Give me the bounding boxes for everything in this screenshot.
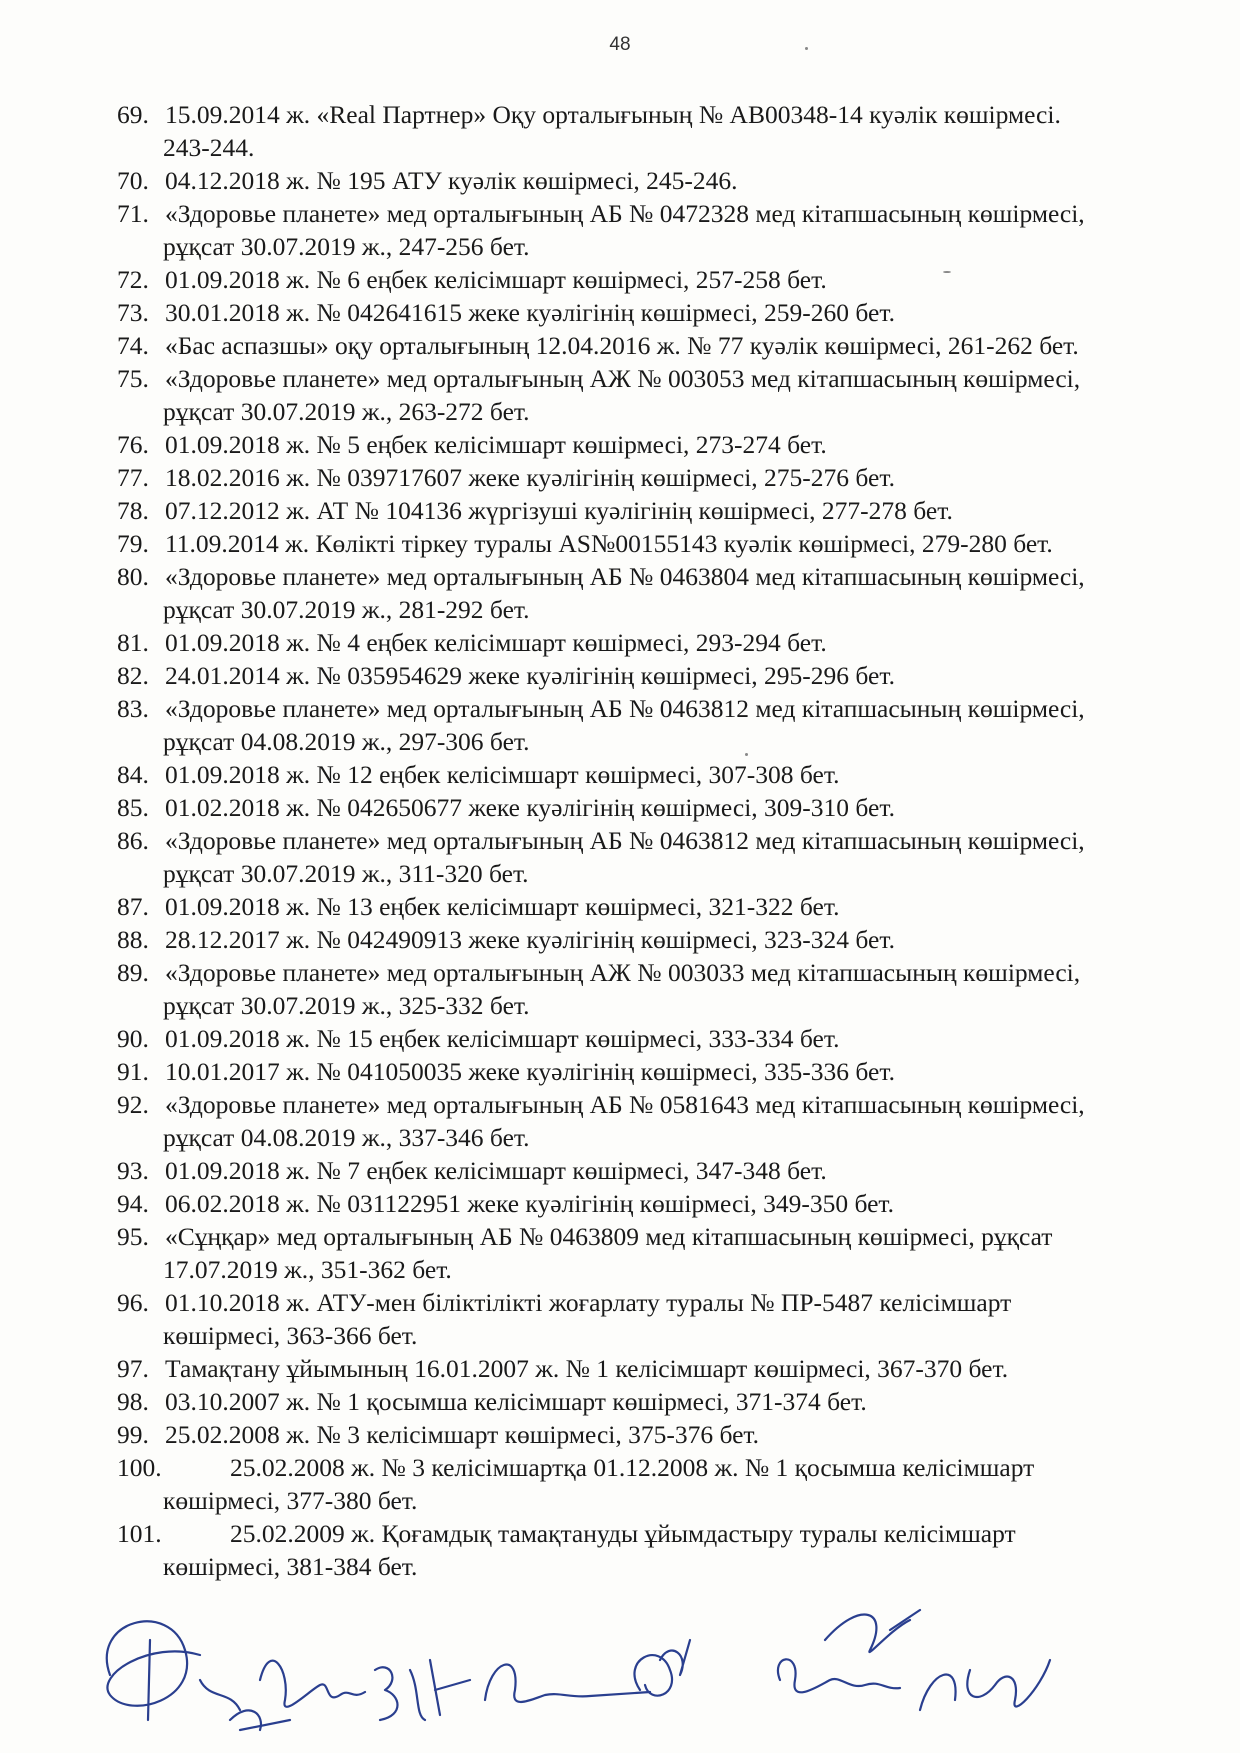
signature-6 bbox=[778, 1610, 920, 1692]
item-number: 73. bbox=[117, 298, 149, 327]
item-text: 30.01.2018 ж. № 042641615 жеке куәлігінің көшірмесі, 259-260 бет. bbox=[165, 298, 895, 327]
item-number: 72. bbox=[117, 265, 149, 294]
item-text: «Бас аспазшы» оқу орталығының 12.04.2016 ж. № 77 куәлік көшірмесі, 261-262 бет. bbox=[165, 331, 1079, 360]
item-text-continuation: көшірмесі, 363-366 бет. bbox=[163, 1321, 418, 1350]
scan-speck bbox=[745, 753, 748, 756]
list-item bbox=[0, 1022, 1240, 1055]
item-text-continuation: 17.07.2019 ж., 351-362 бет. bbox=[163, 1255, 452, 1284]
list-item bbox=[0, 758, 1240, 791]
item-text: Тамақтану ұйымының 16.01.2007 ж. № 1 келісімшарт көшірмесі, 367-370 бет. bbox=[165, 1354, 1009, 1383]
list-item bbox=[0, 1517, 1240, 1583]
list-item bbox=[0, 494, 1240, 527]
item-text-continuation: рұқсат 04.08.2019 ж., 297-306 бет. bbox=[163, 727, 530, 756]
item-number: 90. bbox=[117, 1024, 149, 1053]
handwritten-signatures bbox=[90, 1580, 1150, 1740]
signature-7 bbox=[920, 1660, 1050, 1710]
list-item bbox=[0, 329, 1240, 362]
item-text: «Здоровье планете» мед орталығының АБ № 0463804 мед кітапшасының көшірмесі, bbox=[165, 562, 1085, 591]
list-item bbox=[0, 1187, 1240, 1220]
item-number: 87. bbox=[117, 892, 149, 921]
item-text: «Здоровье планете» мед орталығының АБ № 0463812 мед кітапшасының көшірмесі, bbox=[165, 826, 1085, 855]
item-number: 100. bbox=[117, 1453, 162, 1482]
item-text: 01.09.2018 ж. № 15 еңбек келісімшарт көшірмесі, 333-334 бет. bbox=[165, 1024, 840, 1053]
list-item bbox=[0, 692, 1240, 758]
item-number: 99. bbox=[117, 1420, 149, 1449]
list-item bbox=[0, 890, 1240, 923]
item-number: 74. bbox=[117, 331, 149, 360]
item-text: 01.09.2018 ж. № 7 еңбек келісімшарт көшірмесі, 347-348 бет. bbox=[165, 1156, 827, 1185]
list-item bbox=[0, 1286, 1240, 1352]
list-item bbox=[0, 98, 1240, 164]
signature-5 bbox=[634, 1640, 690, 1696]
list-item bbox=[0, 1055, 1240, 1088]
list-item bbox=[0, 461, 1240, 494]
list-item bbox=[0, 923, 1240, 956]
item-text: «Здоровье планете» мед орталығының АЖ № 003033 мед кітапшасының көшірмесі, bbox=[165, 958, 1081, 987]
item-text: 01.09.2018 ж. № 6 еңбек келісімшарт көшірмесі, 257-258 бет. bbox=[165, 265, 827, 294]
list-item bbox=[0, 1385, 1240, 1418]
item-text: 28.12.2017 ж. № 042490913 жеке куәлігінің көшірмесі, 323-324 бет. bbox=[165, 925, 895, 954]
item-number: 86. bbox=[117, 826, 149, 855]
item-text-continuation: көшірмесі, 377-380 бет. bbox=[163, 1486, 418, 1515]
list-item bbox=[0, 164, 1240, 197]
item-text-continuation: рұқсат 30.07.2019 ж., 311-320 бет. bbox=[163, 859, 529, 888]
item-text: 01.02.2018 ж. № 042650677 жеке куәлігінің көшірмесі, 309-310 бет. bbox=[165, 793, 895, 822]
item-number: 78. bbox=[117, 496, 149, 525]
item-number: 83. bbox=[117, 694, 149, 723]
item-number: 96. bbox=[117, 1288, 149, 1317]
item-text: 15.09.2014 ж. «Real Партнер» Оқу орталығының № АВ00348-14 куәлік көшірмесі. bbox=[165, 100, 1061, 129]
item-number: 88. bbox=[117, 925, 149, 954]
item-number: 91. bbox=[117, 1057, 149, 1086]
list-item bbox=[0, 626, 1240, 659]
scan-speck bbox=[943, 271, 951, 273]
item-text: 18.02.2016 ж. № 039717607 жеке куәлігінің көшірмесі, 275-276 бет. bbox=[165, 463, 895, 492]
scan-speck bbox=[805, 47, 808, 50]
item-text: 11.09.2014 ж. Көлікті тіркеу туралы AS№00155143 куәлік көшірмесі, 279-280 бет. bbox=[165, 529, 1053, 558]
item-text: 01.09.2018 ж. № 13 еңбек келісімшарт көшірмесі, 321-322 бет. bbox=[165, 892, 840, 921]
item-text: 01.09.2018 ж. № 12 еңбек келісімшарт көшірмесі, 307-308 бет. bbox=[165, 760, 840, 789]
item-number: 81. bbox=[117, 628, 149, 657]
item-text: 01.09.2018 ж. № 4 еңбек келісімшарт көшірмесі, 293-294 бет. bbox=[165, 628, 827, 657]
item-text: «Сұңқар» мед орталығының АБ № 0463809 мед кітапшасының көшірмесі, рұқсат bbox=[165, 1222, 1053, 1251]
item-text: 06.02.2018 ж. № 031122951 жеке куәлігінің көшірмесі, 349-350 бет. bbox=[165, 1189, 895, 1218]
list-item bbox=[0, 1451, 1240, 1517]
item-text: 10.01.2017 ж. № 041050035 жеке куәлігінің көшірмесі, 335-336 бет. bbox=[165, 1057, 895, 1086]
list-item bbox=[0, 1418, 1240, 1451]
item-text: 04.12.2018 ж. № 195 АТУ куәлік көшірмесі, 245-246. bbox=[165, 166, 738, 195]
item-text: 25.02.2009 ж. Қоғамдық тамақтануды ұйымдастыру туралы келісімшарт bbox=[230, 1519, 1016, 1548]
item-number: 94. bbox=[117, 1189, 149, 1218]
item-number: 80. bbox=[117, 562, 149, 591]
document-list bbox=[0, 98, 1240, 1583]
list-item bbox=[0, 428, 1240, 461]
item-number: 69. bbox=[117, 100, 149, 129]
item-number: 79. bbox=[117, 529, 149, 558]
list-item bbox=[0, 362, 1240, 428]
list-item bbox=[0, 956, 1240, 1022]
item-number: 84. bbox=[117, 760, 149, 789]
list-item bbox=[0, 791, 1240, 824]
list-item bbox=[0, 263, 1240, 296]
item-number: 97. bbox=[117, 1354, 149, 1383]
item-number: 98. bbox=[117, 1387, 149, 1416]
item-text-continuation: 243-244. bbox=[163, 133, 255, 162]
item-text: 24.01.2014 ж. № 035954629 жеке куәлігінің көшірмесі, 295-296 бет. bbox=[165, 661, 895, 690]
item-number: 93. bbox=[117, 1156, 149, 1185]
item-text: 01.09.2018 ж. № 5 еңбек келісімшарт көшірмесі, 273-274 бет. bbox=[165, 430, 827, 459]
list-item bbox=[0, 1088, 1240, 1154]
item-number: 89. bbox=[117, 958, 149, 987]
item-number: 95. bbox=[117, 1222, 149, 1251]
item-text: 03.10.2007 ж. № 1 қосымша келісімшарт көшірмесі, 371-374 бет. bbox=[165, 1387, 867, 1416]
item-text: «Здоровье планете» мед орталығының АБ № 0581643 мед кітапшасының көшірмесі, bbox=[165, 1090, 1085, 1119]
item-number: 77. bbox=[117, 463, 149, 492]
item-text-continuation: көшірмесі, 381-384 бет. bbox=[163, 1552, 418, 1581]
list-item bbox=[0, 197, 1240, 263]
item-number: 70. bbox=[117, 166, 149, 195]
signature-2 bbox=[240, 1661, 365, 1730]
item-text: «Здоровье планете» мед орталығының АЖ № 003053 мед кітапшасының көшірмесі, bbox=[165, 364, 1081, 393]
list-item bbox=[0, 659, 1240, 692]
item-text-continuation: рұқсат 30.07.2019 ж., 325-332 бет. bbox=[163, 991, 530, 1020]
item-text-continuation: рұқсат 04.08.2019 ж., 337-346 бет. bbox=[163, 1123, 530, 1152]
item-text-continuation: рұқсат 30.07.2019 ж., 247-256 бет. bbox=[163, 232, 530, 261]
list-item bbox=[0, 560, 1240, 626]
item-number: 82. bbox=[117, 661, 149, 690]
item-number: 85. bbox=[117, 793, 149, 822]
item-number: 76. bbox=[117, 430, 149, 459]
signatures bbox=[90, 1580, 1150, 1740]
list-item bbox=[0, 296, 1240, 329]
item-text: 25.02.2008 ж. № 3 келісімшарт көшірмесі, 375-376 бет. bbox=[165, 1420, 760, 1449]
list-item bbox=[0, 527, 1240, 560]
item-number: 92. bbox=[117, 1090, 149, 1119]
item-text: 01.10.2018 ж. АТУ-мен біліктілікті жоғарлату туралы № ПР-5487 келісімшарт bbox=[165, 1288, 1012, 1317]
list-item bbox=[0, 1352, 1240, 1385]
signature-1 bbox=[107, 1621, 261, 1730]
item-number: 71. bbox=[117, 199, 149, 228]
item-number: 101. bbox=[117, 1519, 162, 1548]
item-text: «Здоровье планете» мед орталығының АБ № 0472328 мед кітапшасының көшірмесі, bbox=[165, 199, 1085, 228]
page-number: 48 bbox=[609, 34, 631, 55]
signature-4 bbox=[485, 1665, 650, 1702]
signature-3 bbox=[375, 1660, 470, 1720]
list-item bbox=[0, 824, 1240, 890]
list-item bbox=[0, 1220, 1240, 1286]
item-text-continuation: рұқсат 30.07.2019 ж., 281-292 бет. bbox=[163, 595, 530, 624]
item-text-continuation: рұқсат 30.07.2019 ж., 263-272 бет. bbox=[163, 397, 530, 426]
item-text: 25.02.2008 ж. № 3 келісімшартқа 01.12.2008 ж. № 1 қосымша келісімшарт bbox=[230, 1453, 1035, 1482]
item-text: «Здоровье планете» мед орталығының АБ № 0463812 мед кітапшасының көшірмесі, bbox=[165, 694, 1085, 723]
item-text: 07.12.2012 ж. АТ № 104136 жүргізуші куәлігінің көшірмесі, 277-278 бет. bbox=[165, 496, 953, 525]
item-number: 75. bbox=[117, 364, 149, 393]
list-item bbox=[0, 1154, 1240, 1187]
